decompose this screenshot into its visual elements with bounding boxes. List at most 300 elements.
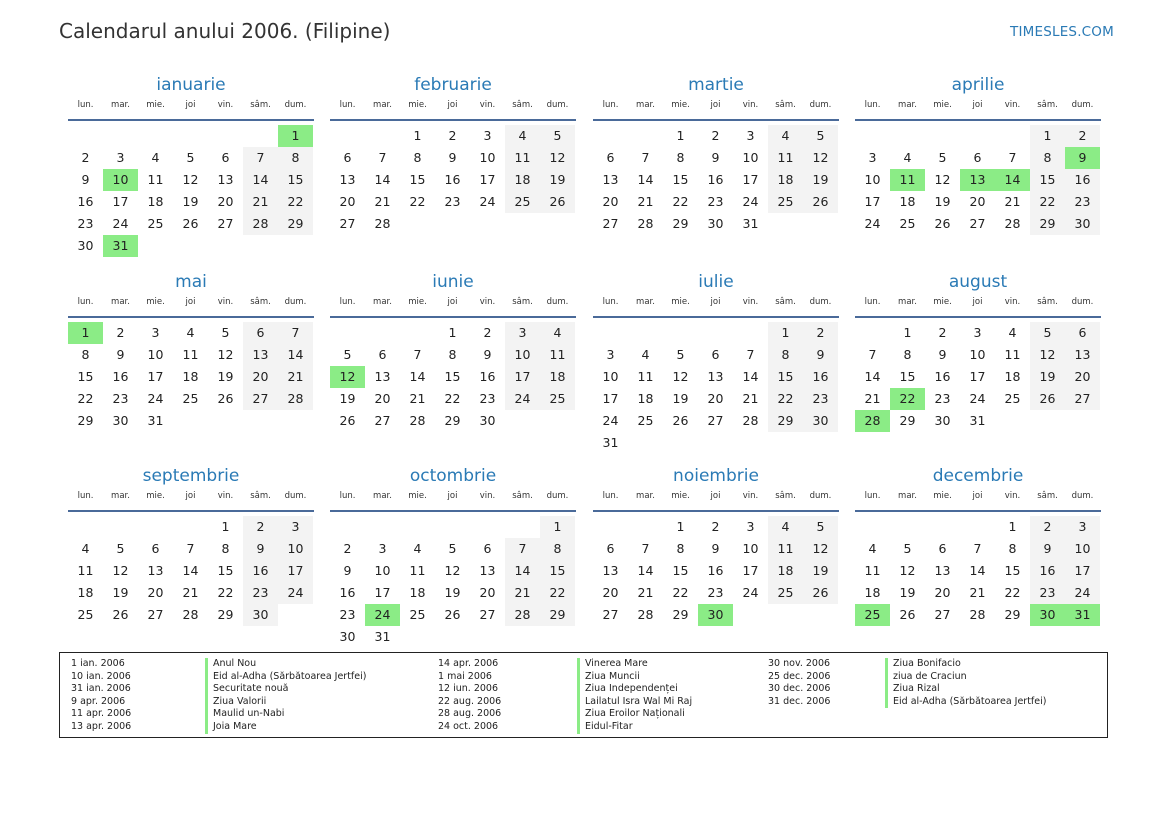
day-cell: 20 [934,585,951,600]
weekday-label: sâm. [775,491,796,501]
weekend-day-cell: 26 [803,191,838,213]
holiday-day-cell: 24 [365,604,400,626]
day-cell: 11 [637,369,654,384]
day-cell: 23 [112,391,129,406]
weekday-label: dum. [809,297,832,307]
weekend-day-cell: 12 [803,538,838,560]
weekend-day-cell: 25 [505,191,540,213]
day-cell: 11 [409,563,426,578]
weekend-day-cell: 17 [278,560,313,582]
day-cell: 3 [973,325,982,340]
legend-date: 10 ian. 2006 [71,670,131,682]
day-cell: 28 [637,216,654,231]
holiday-day-cell: 9 [1065,147,1100,169]
weekend-day-cell: 2 [243,516,278,538]
weekday-label: vin. [217,100,234,110]
weekend-day-cell: 21 [243,191,278,213]
day-cell: 27 [479,607,496,622]
day-cell: 22 [672,194,689,209]
day-cell: 1 [903,325,912,340]
day-cell: 3 [116,150,125,165]
legend-date: 30 nov. 2006 [768,658,831,669]
day-cell: 19 [182,194,199,209]
month-name: martie [688,75,744,95]
weekday-label: sâm. [250,297,271,307]
legend-date: 30 dec. 2006 [768,683,831,695]
weekend-day-cell: 1 [1030,125,1065,147]
day-cell: 5 [343,347,352,362]
day-cell: 8 [413,150,422,165]
day-cell: 13 [147,563,164,578]
weekday-label: mar. [373,491,392,501]
day-cell: 28 [409,413,426,428]
day-cell: 17 [479,172,496,187]
legend-holiday-name: Ziua Bonifacio [885,658,961,671]
weekend-day-cell: 12 [803,147,838,169]
day-cell: 16 [77,194,94,209]
weekday-label: joi [447,297,458,307]
weekend-day-cell: 26 [540,191,575,213]
day-cell: 24 [112,216,129,231]
weekend-day-cell: 7 [505,538,540,560]
weekend-day-cell: 25 [768,191,803,213]
day-cell: 20 [707,391,724,406]
weekend-day-cell: 10 [505,344,540,366]
weekend-day-cell: 13 [243,344,278,366]
day-cell: 10 [969,347,986,362]
month-name: noiembrie [673,466,759,486]
weekend-day-cell: 23 [1030,582,1065,604]
month-block [330,272,576,462]
weekday-label: mar. [111,100,130,110]
weekend-day-cell: 30 [1065,213,1100,235]
legend-holiday-name: Lailatul Isra Wal Mi Raj [577,696,692,709]
legend-date: 9 apr. 2006 [71,695,126,707]
month-header-rule [330,316,576,318]
day-cell: 12 [182,172,199,187]
day-cell: 12 [217,347,234,362]
day-cell: 23 [444,194,461,209]
weekend-day-cell: 25 [768,582,803,604]
day-cell: 17 [602,391,619,406]
day-cell: 2 [81,150,90,165]
weekend-day-cell: 29 [768,410,803,432]
day-cell: 10 [742,541,759,556]
weekday-label: vin. [1004,100,1021,110]
weekday-label: mie. [146,491,165,501]
legend-holiday-name: Maulid un-Nabi [205,708,284,721]
weekend-day-cell: 28 [243,213,278,235]
day-cell: 8 [903,347,912,362]
weekend-day-cell: 8 [278,147,313,169]
day-cell: 20 [339,194,356,209]
weekend-day-cell: 29 [540,604,575,626]
weekend-day-cell: 11 [768,147,803,169]
month-name: aprilie [951,75,1005,95]
weekday-label: vin. [742,491,759,501]
day-cell: 15 [217,563,234,578]
weekend-day-cell: 28 [505,604,540,626]
day-cell: 9 [343,563,352,578]
weekday-label: lun. [602,491,619,501]
month-header-rule [68,316,314,318]
day-cell: 26 [444,607,461,622]
day-cell: 14 [742,369,759,384]
weekday-label: lun. [864,100,881,110]
day-cell: 27 [602,607,619,622]
weekday-label: vin. [1004,297,1021,307]
weekday-label: sâm. [1037,297,1058,307]
day-cell: 14 [637,172,654,187]
weekend-day-cell: 4 [768,516,803,538]
weekend-day-cell: 7 [278,322,313,344]
weekend-day-cell: 19 [803,560,838,582]
day-cell: 6 [711,347,720,362]
day-cell: 5 [903,541,912,556]
month-header-rule [855,119,1101,121]
day-cell: 16 [707,172,724,187]
month-name: august [948,272,1008,292]
day-cell: 13 [479,563,496,578]
page-title: Calendarul anului 2006. (Filipine) [59,19,391,43]
weekday-label: dum. [809,100,832,110]
day-cell: 28 [969,607,986,622]
legend-holiday-name: Securitate nouă [205,683,288,696]
month-block [855,75,1101,265]
legend-holiday-name: Ziua Independenței [577,683,678,696]
day-cell: 16 [112,369,129,384]
day-cell: 2 [343,541,352,556]
weekday-label: sâm. [775,297,796,307]
weekday-label: mar. [636,100,655,110]
weekday-label: vin. [217,491,234,501]
weekday-label: joi [972,100,983,110]
legend-holiday-name: Eid al-Adha (Sărbătoarea Jertfei) [205,671,366,684]
day-cell: 27 [602,216,619,231]
weekend-day-cell: 5 [1030,322,1065,344]
day-cell: 9 [483,347,492,362]
weekend-day-cell: 24 [278,582,313,604]
day-cell: 23 [77,216,94,231]
day-cell: 19 [217,369,234,384]
day-cell: 8 [221,541,230,556]
day-cell: 25 [637,413,654,428]
weekday-label: dum. [284,491,307,501]
day-cell: 18 [864,585,881,600]
legend-holiday-name: Eid al-Adha (Sărbătoarea Jertfei) [885,696,1046,709]
weekend-day-cell: 12 [1030,344,1065,366]
day-cell: 29 [672,216,689,231]
day-cell: 3 [746,128,755,143]
weekend-day-cell: 15 [1030,169,1065,191]
weekend-day-cell: 14 [505,560,540,582]
legend-date: 11 apr. 2006 [71,708,132,720]
weekend-day-cell: 3 [278,516,313,538]
day-cell: 7 [413,347,422,362]
day-cell: 19 [339,391,356,406]
weekend-day-cell: 2 [803,322,838,344]
weekend-day-cell: 12 [540,147,575,169]
weekend-day-cell: 8 [1030,147,1065,169]
day-cell: 1 [676,519,685,534]
month-block [68,466,314,656]
day-cell: 15 [444,369,461,384]
day-cell: 17 [969,369,986,384]
weekday-label: mie. [146,100,165,110]
weekend-day-cell: 27 [1065,388,1100,410]
day-cell: 1 [1008,519,1017,534]
day-cell: 20 [602,194,619,209]
month-name: decembrie [932,466,1024,486]
month-block [593,75,839,265]
weekend-day-cell: 28 [278,388,313,410]
weekend-day-cell: 19 [803,169,838,191]
day-cell: 15 [672,172,689,187]
month-block [330,466,576,656]
weekday-label: joi [185,491,196,501]
day-cell: 24 [147,391,164,406]
day-cell: 4 [413,541,422,556]
weekday-label: dum. [546,491,569,501]
holiday-day-cell: 1 [68,322,103,344]
day-cell: 29 [672,607,689,622]
weekday-label: joi [447,491,458,501]
weekend-day-cell: 5 [540,125,575,147]
day-cell: 30 [707,216,724,231]
day-cell: 17 [112,194,129,209]
day-cell: 6 [378,347,387,362]
weekday-label: mie. [671,491,690,501]
weekday-label: mar. [111,297,130,307]
weekday-label: joi [185,297,196,307]
weekend-day-cell: 24 [1065,582,1100,604]
day-cell: 22 [672,585,689,600]
weekend-day-cell: 25 [540,388,575,410]
day-cell: 8 [81,347,90,362]
day-cell: 14 [637,563,654,578]
weekday-label: joi [447,100,458,110]
weekday-label: sâm. [512,491,533,501]
weekend-day-cell: 17 [505,366,540,388]
weekend-day-cell: 3 [1065,516,1100,538]
weekend-day-cell: 21 [505,582,540,604]
day-cell: 27 [374,413,391,428]
weekend-day-cell: 10 [278,538,313,560]
day-cell: 25 [409,607,426,622]
holiday-day-cell: 31 [1065,604,1100,626]
month-block [593,272,839,462]
day-cell: 7 [973,541,982,556]
month-block [855,272,1101,462]
weekend-day-cell: 22 [278,191,313,213]
day-cell: 15 [899,369,916,384]
day-cell: 25 [1004,391,1021,406]
day-cell: 13 [217,172,234,187]
weekend-day-cell: 26 [1030,388,1065,410]
day-cell: 14 [969,563,986,578]
day-cell: 19 [934,194,951,209]
legend-holiday-name: Ziua Rizal [885,683,940,696]
day-cell: 15 [1004,563,1021,578]
day-cell: 20 [374,391,391,406]
weekend-day-cell: 26 [803,582,838,604]
weekday-label: lun. [77,297,94,307]
day-cell: 13 [707,369,724,384]
day-cell: 22 [217,585,234,600]
weekday-label: sâm. [1037,491,1058,501]
day-cell: 22 [409,194,426,209]
weekday-label: mie. [671,100,690,110]
weekday-label: lun. [339,297,356,307]
month-name: iunie [432,272,474,292]
day-cell: 8 [676,541,685,556]
weekend-day-cell: 18 [768,169,803,191]
weekend-day-cell: 22 [1030,191,1065,213]
weekday-label: mar. [373,100,392,110]
day-cell: 5 [186,150,195,165]
weekend-day-cell: 16 [803,366,838,388]
day-cell: 21 [742,391,759,406]
day-cell: 6 [606,541,615,556]
weekend-day-cell: 20 [243,366,278,388]
weekday-label: mar. [636,297,655,307]
day-cell: 11 [182,347,199,362]
weekend-day-cell: 2 [1030,516,1065,538]
day-cell: 10 [147,347,164,362]
day-cell: 18 [77,585,94,600]
weekday-label: dum. [546,297,569,307]
day-cell: 31 [742,216,759,231]
day-cell: 8 [448,347,457,362]
day-cell: 29 [899,413,916,428]
day-cell: 11 [1004,347,1021,362]
weekday-label: dum. [1071,100,1094,110]
month-block [68,75,314,265]
weekday-label: mie. [933,297,952,307]
day-cell: 26 [934,216,951,231]
weekday-label: lun. [864,491,881,501]
day-cell: 14 [182,563,199,578]
day-cell: 8 [676,150,685,165]
day-cell: 18 [182,369,199,384]
day-cell: 31 [969,413,986,428]
legend-holiday-name: Ziua Valorii [205,696,266,709]
day-cell: 20 [969,194,986,209]
legend-holiday-name: Ziua Muncii [577,671,640,684]
weekend-day-cell: 13 [1065,344,1100,366]
day-cell: 17 [864,194,881,209]
day-cell: 31 [602,435,619,450]
weekend-day-cell: 21 [278,366,313,388]
day-cell: 30 [339,629,356,644]
holiday-day-cell: 30 [698,604,733,626]
day-cell: 8 [1008,541,1017,556]
holiday-day-cell: 1 [278,125,313,147]
month-header-rule [855,510,1101,512]
weekend-day-cell: 9 [803,344,838,366]
day-cell: 15 [409,172,426,187]
weekday-label: sâm. [775,100,796,110]
day-cell: 10 [602,369,619,384]
day-cell: 16 [934,369,951,384]
day-cell: 27 [217,216,234,231]
day-cell: 23 [479,391,496,406]
weekday-label: dum. [284,297,307,307]
weekend-day-cell: 6 [243,322,278,344]
day-cell: 17 [147,369,164,384]
legend-holiday-name: ziua de Craciun [885,671,967,684]
weekday-label: vin. [742,100,759,110]
holiday-day-cell: 13 [960,169,995,191]
weekday-label: dum. [1071,297,1094,307]
day-cell: 29 [444,413,461,428]
holiday-day-cell: 10 [103,169,138,191]
month-block [855,466,1101,656]
day-cell: 13 [374,369,391,384]
day-cell: 16 [339,585,356,600]
weekend-day-cell: 27 [243,388,278,410]
day-cell: 10 [479,150,496,165]
weekend-day-cell: 11 [540,344,575,366]
weekday-label: joi [972,297,983,307]
day-cell: 18 [899,194,916,209]
day-cell: 9 [711,541,720,556]
day-cell: 18 [637,391,654,406]
weekend-day-cell: 19 [540,169,575,191]
weekend-day-cell: 5 [803,125,838,147]
legend-date: 1 mai 2006 [438,670,492,682]
month-block [330,75,576,265]
month-header-rule [330,119,576,121]
day-cell: 15 [77,369,94,384]
day-cell: 12 [899,563,916,578]
day-cell: 13 [934,563,951,578]
day-cell: 15 [672,563,689,578]
weekend-day-cell: 2 [1065,125,1100,147]
day-cell: 18 [147,194,164,209]
day-cell: 23 [934,391,951,406]
day-cell: 21 [374,194,391,209]
weekday-label: lun. [602,297,619,307]
weekend-day-cell: 15 [278,169,313,191]
holiday-day-cell: 12 [330,366,365,388]
weekday-label: vin. [217,297,234,307]
weekend-day-cell: 16 [1065,169,1100,191]
month-header-rule [593,510,839,512]
day-cell: 12 [444,563,461,578]
weekday-label: vin. [742,297,759,307]
day-cell: 7 [641,541,650,556]
day-cell: 28 [374,216,391,231]
day-cell: 21 [637,585,654,600]
legend-date: 25 dec. 2006 [768,670,831,682]
day-cell: 28 [1004,216,1021,231]
weekday-label: joi [972,491,983,501]
weekday-label: mar. [373,297,392,307]
day-cell: 3 [483,128,492,143]
brand-logo-text[interactable]: TIMESLES.COM [1010,24,1114,40]
holiday-day-cell: 28 [855,410,890,432]
legend-holiday-name: Eidul-Fitar [577,721,633,734]
day-cell: 20 [602,585,619,600]
weekday-label: lun. [864,297,881,307]
weekday-label: joi [710,100,721,110]
day-cell: 31 [374,629,391,644]
holiday-day-cell: 30 [1030,604,1065,626]
weekday-label: vin. [479,297,496,307]
day-cell: 16 [479,369,496,384]
weekday-label: joi [710,491,721,501]
